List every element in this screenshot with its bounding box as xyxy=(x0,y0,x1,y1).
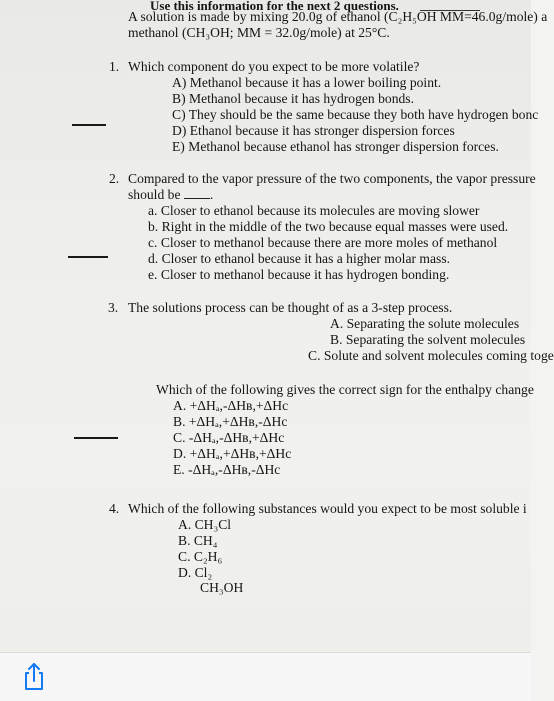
q3-step-c: C. Solute and solvent molecules coming toge xyxy=(308,348,554,363)
share-icon xyxy=(19,661,49,691)
q2-text-2 xyxy=(128,187,213,203)
q4-text: Which of the following substances would you expect to be most soluble i xyxy=(128,501,527,516)
q1-number: 1. xyxy=(109,59,120,74)
q4-option-c: C. C₂H₆ xyxy=(178,549,223,564)
intro-line-1: A solution is made by mixing 20.0g of ethanol (C₂H₅OH MM=46.0g/mole) a xyxy=(128,9,548,24)
q2-text-1: Compared to the vapor pressure of the two components, the vapor pressure xyxy=(128,171,536,186)
q1-text: Which component do you expect to be more volatile? xyxy=(128,59,420,74)
q3-question: Which of the following gives the correct sign for the enthalpy change xyxy=(156,382,534,397)
share-button[interactable] xyxy=(19,661,49,691)
q3-option-e: E. -ΔHₐ,-ΔHʙ,-ΔHc xyxy=(173,462,281,477)
answer-blank xyxy=(184,188,210,199)
q2-option-c: c. Closer to methanol because there are more moles of methanol xyxy=(148,235,498,250)
q4-option-e-cut: CH₃OH xyxy=(200,580,244,595)
q1-option-e: E) Methanol because ethanol has stronger dispersion forces. xyxy=(172,139,499,154)
q2-option-e: e. Closer to methanol because it has hydrogen bonding. xyxy=(148,267,450,282)
q4-option-a: A. CH₃Cl xyxy=(178,517,232,532)
q2-text-2a: should be xyxy=(128,187,181,202)
q4-number: 4. xyxy=(109,501,120,516)
q2-text-2b: . xyxy=(209,187,214,202)
bottom-toolbar xyxy=(0,652,531,701)
q1-option-c: C) They should be the same because they both have hydrogen bonc xyxy=(172,107,539,122)
q3-number: 3. xyxy=(108,300,119,315)
answer-mark-q3 xyxy=(74,437,118,439)
intro-line-2: methanol (CH₃OH; MM = 32.0g/mole) at 25°C. xyxy=(128,25,390,40)
info-header: Use this information for the next 2 questions. xyxy=(150,0,399,13)
q4-option-b: B. CH₄ xyxy=(178,533,218,548)
q3-option-a: A. +ΔHₐ,-ΔHʙ,+ΔHc xyxy=(173,398,289,413)
q1-option-d: D) Ethanol because it has stronger dispersion forces xyxy=(172,123,455,138)
q3-option-b: B. +ΔHₐ,+ΔHʙ,-ΔHc xyxy=(173,414,288,429)
q4-option-d: D. Cl₂ xyxy=(178,565,213,580)
q3-step-a: A. Separating the solute molecules xyxy=(330,316,520,331)
answer-mark-q2 xyxy=(68,256,108,258)
q2-number: 2. xyxy=(109,171,120,186)
q2-option-b: b. Right in the middle of the two because equal masses were used. xyxy=(148,219,509,234)
q3-step-b: B. Separating the solvent molecules xyxy=(330,332,526,347)
q2-option-d: d. Closer to ethanol because it has a higher molar mass. xyxy=(148,251,451,266)
q3-option-c: C. -ΔHₐ,-ΔHʙ,+ΔHc xyxy=(173,430,285,445)
q2-option-a: a. Closer to ethanol because its molecules are moving slower xyxy=(148,203,480,218)
q1-option-b: B) Methanol because it has hydrogen bonds. xyxy=(172,91,414,106)
q3-text: The solutions process can be thought of as a 3-step process. xyxy=(128,300,453,315)
q1-option-a: A) Methanol because it has a lower boiling point. xyxy=(172,75,442,90)
answer-mark-q1 xyxy=(72,124,106,126)
q3-option-d: D. +ΔHₐ,+ΔHʙ,+ΔHc xyxy=(173,446,292,461)
